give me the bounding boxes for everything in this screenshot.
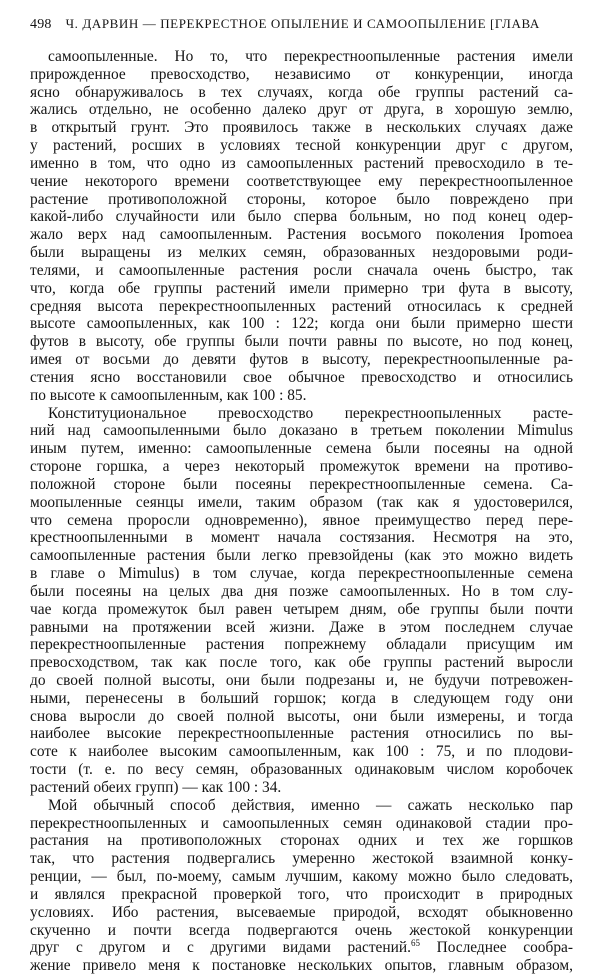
paragraph-2 xyxy=(30,405,573,797)
text-line: перекрестноопыленных и самоопыленных семян одинаковой стадии про- xyxy=(30,814,573,832)
text-line: превосходством, так как после того, как обе группы растений выросли xyxy=(30,654,573,672)
text-line: перекрестноопыленные растения попрежнему обладали присущим им xyxy=(30,636,573,654)
text-line: равными на протяжении всей жизни. Даже в этом последнем случае xyxy=(30,618,573,636)
text-line: тости (т. е. по весу семян, образованных одинаковым числом коробочек xyxy=(30,761,573,779)
text-line: какой-либо случайности или было сперва больным, но под конец одер- xyxy=(30,208,573,226)
text-line: телями, и самоопыленные растения росли сначала очень быстро, так xyxy=(30,261,573,279)
text-line: ний над самоопыленными было доказано в третьем поколении Mimulus xyxy=(30,422,573,440)
text-line: иным путем, именно: самоопыленные семена были посеяны на одной xyxy=(30,440,573,458)
text-line: жало верх над самоопыленным. Растения восьмого поколения Ipomoea xyxy=(30,226,573,244)
text-line: самоопыленные растения были легко превзойдены (как это можно видеть xyxy=(30,547,573,565)
text-line: снова выросли до своей полной высоты, они были измерены, и тогда xyxy=(30,707,573,725)
text-line: имея от восьми до девяти футов в высоту, перекрестноопыленные ра- xyxy=(30,351,573,369)
text-line: до своей полной высоты, они были подрезаны и, не будучи потревожен- xyxy=(30,671,573,689)
text-line: ренции, — был, по-моему, самым лучшим, какому можно было следовать, xyxy=(30,868,573,886)
text-line: растение противоположной стороны, которое было повреждено при xyxy=(30,190,573,208)
text-line: положной стороне были посеяны перекрестноопыленные семена. Са- xyxy=(30,475,573,493)
text-line: стения ясно восстановили свое обычное превосходство и относились xyxy=(30,368,573,386)
text-line: Конституциональное превосходство перекрестноопыленных расте- xyxy=(48,404,573,422)
text-line: в открытый грунт. Это проявилось также в нескольких случаях даже xyxy=(30,119,573,137)
running-title: Ч. ДАРВИН — ПЕРЕКРЕСТНОЕ ОПЫЛЕНИЕ И САМООПЫЛЕНИЕ [ГЛАВА xyxy=(65,16,540,31)
text-line: у растений, росших в условиях тесной конкуренции друг с другом, xyxy=(30,137,573,155)
text-line: чение некоторого времени соответствующее ему перекрестноопыленное xyxy=(30,172,573,190)
page-number: 498 xyxy=(30,17,52,32)
text-line: были выращены из мелких семян, образованных нездоровыми роди- xyxy=(30,244,573,262)
text-line: были посеяны на целых два дня позже самоопыленных. Но в том слу- xyxy=(30,582,573,600)
book-page xyxy=(30,16,573,975)
text-line: что семена проросли одновременно), явное преимущество перед пере- xyxy=(30,511,573,529)
text-line: что, когда обе группы растений имели примерно три фута в высоту, xyxy=(30,279,573,297)
text-line: растений обеих групп) — как 100 : 34. xyxy=(30,778,282,796)
text-line: Мой обычный способ действия, именно — сажать несколько пар xyxy=(48,796,573,814)
text-line: скученно и почти всегда подвергаются очень жестокой конкуренции xyxy=(30,921,573,939)
text-line: стороне горшка, а через некоторый промежуток времени на противо- xyxy=(30,458,573,476)
text-line: так, что растения подвергались умеренно жестокой взаимной конку- xyxy=(30,850,573,868)
text-line: футов в высоту, обе группы были почти равны по высоте, но под конец, xyxy=(30,333,573,351)
text-line: условиях. Ибо растения, высеваемые природой, всходят обыкновенно xyxy=(30,903,573,921)
text-line-start: друг с другом и с другими видами растений. xyxy=(30,939,411,957)
running-header xyxy=(30,16,573,38)
text-line: самоопыленные. Но то, что перекрестноопыленные растения имели xyxy=(48,48,573,65)
page-body xyxy=(30,48,573,975)
footnote-marker[interactable]: 65 xyxy=(410,938,420,949)
text-line: ными, перенесены в больший горшок; когда в следующем году они xyxy=(30,689,573,707)
text-line xyxy=(30,939,573,957)
text-line: именно в том, что одно из самоопыленных растений превосходило в те- xyxy=(30,154,573,172)
text-line: наиболее высокие перекрестноопыленные растения относились по вы- xyxy=(30,725,573,743)
text-line: высоте самоопыленных, как 100 : 122; когда они были примерно шести xyxy=(30,315,573,333)
text-line: ясно обнаруживалось в тех случаях, когда обе группы растений са- xyxy=(30,83,573,101)
text-line: по высоте к самоопыленным, как 100 : 85. xyxy=(30,386,307,404)
text-line: моопыленные сеянцы имели, таким образом (так как я удостоверился, xyxy=(30,493,573,511)
text-line: жение привело меня к постановке нескольких опытов, главным образом, xyxy=(30,957,573,975)
text-line: соте к наиболее высоким самоопыленным, как 100 : 75, и по плодови- xyxy=(30,743,573,761)
paragraph-1 xyxy=(30,48,573,405)
text-line: в главе о Mimulus) в том случае, когда перекрестноопыленные семена xyxy=(30,565,573,583)
text-line: средняя высота перекрестноопыленных растений относилась к средней xyxy=(30,297,573,315)
text-line: жались отдельно, не особенно далеко друг от друга, в хорошую землю, xyxy=(30,101,573,119)
text-line: чае когда промежуток был равен четырем дням, обе группы были почти xyxy=(30,600,573,618)
text-line: крестноопыленными в момент начала состязания. Несмотря на это, xyxy=(30,529,573,547)
paragraph-3 xyxy=(30,797,573,975)
text-line-end: Последнее сообра- xyxy=(419,939,573,957)
text-line: растания на противоположных сторонах одних и тех же горшков xyxy=(30,832,573,850)
text-line: и являлся прекрасной проверкой того, что происходит в природных xyxy=(30,885,573,903)
text-line: прирожденное превосходство, независимо от конкуренции, иногда xyxy=(30,65,573,83)
